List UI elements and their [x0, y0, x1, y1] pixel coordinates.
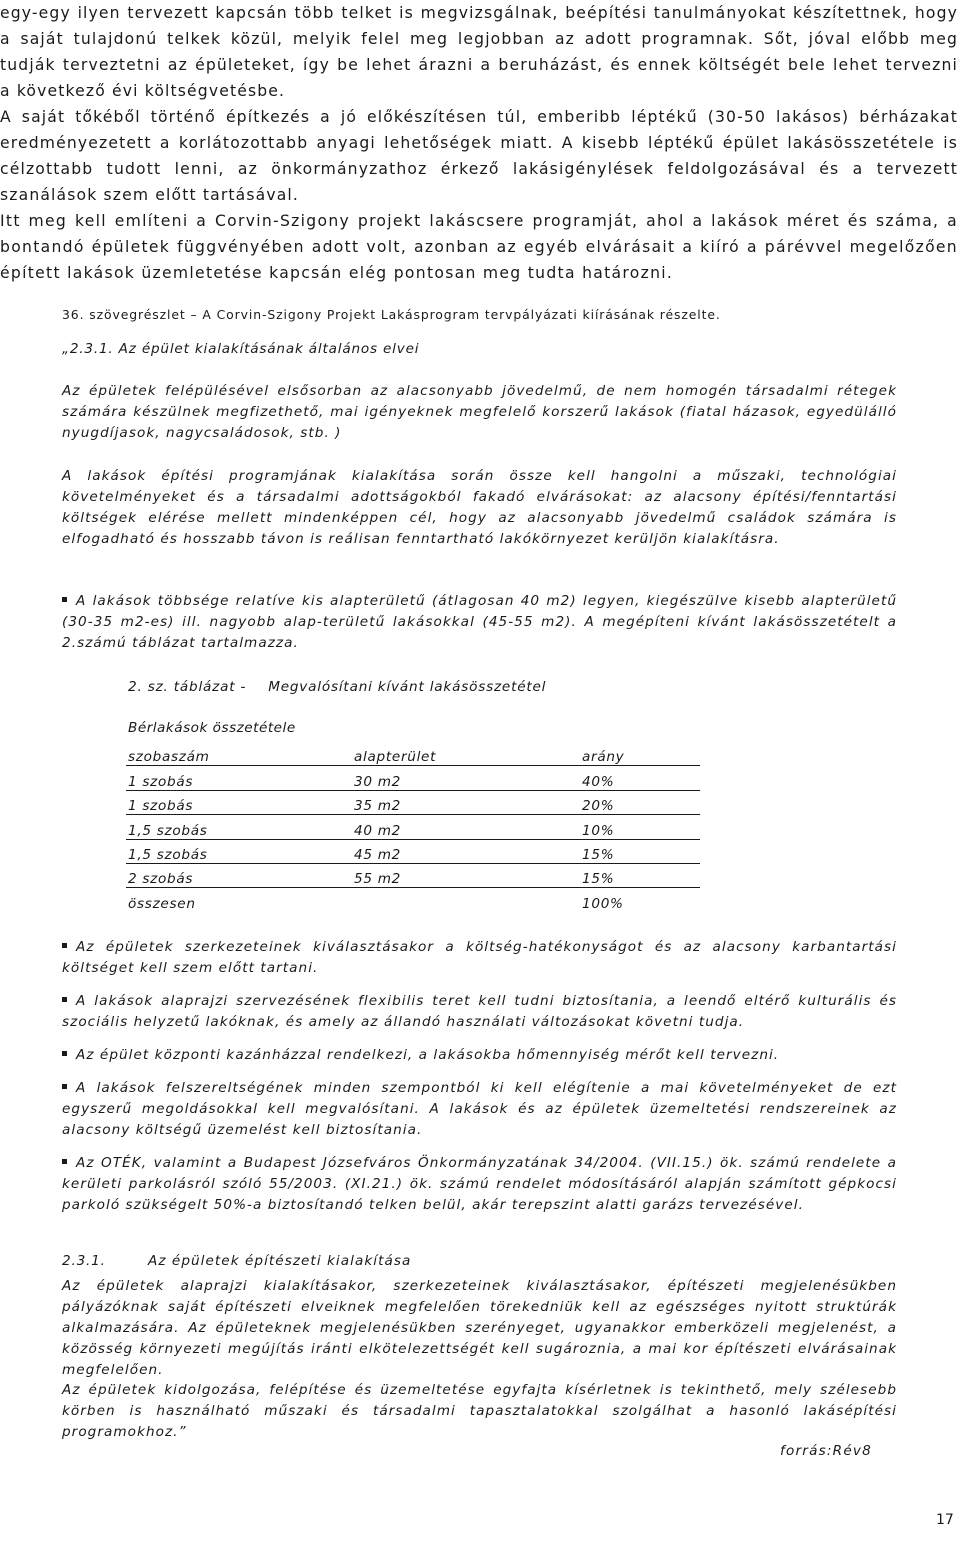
- table-cell: 20%: [580, 790, 700, 814]
- intro-text: [0, 0, 958, 286]
- table-total-row: [126, 888, 700, 912]
- table-cell: 1 szobás: [126, 790, 352, 814]
- table-row: [126, 839, 700, 863]
- header-cell: szobaszám: [126, 742, 352, 766]
- table-cell: [352, 888, 580, 912]
- bullet-item: [62, 1078, 897, 1141]
- source-note: forrás:Rév8: [780, 1443, 872, 1459]
- table-cell: 40 m2: [352, 815, 580, 839]
- page-number: 17: [936, 1512, 954, 1528]
- table-cell: 35 m2: [352, 790, 580, 814]
- bullet-text: A lakások alaprajzi szervezésének flexibilis teret kell tudni biztosítania, a leendő eltérő kulturális és szociális helyzetű lakóknak, és amely az állandó használati változásokat követni tudja.: [62, 993, 897, 1030]
- subsection-heading: [62, 1251, 897, 1272]
- table-row: [126, 815, 700, 839]
- table-caption-title: Megvalósítani kívánt lakásösszetétel: [268, 679, 547, 695]
- subsection-title: Az épületek építészeti kialakítása: [148, 1253, 412, 1269]
- table-header-row: [126, 742, 700, 766]
- table-cell: 2 szobás: [126, 863, 352, 887]
- header-cell: alapterület: [352, 742, 580, 766]
- quote-section-title: „2.3.1. Az épület kialakításának általános elvei: [62, 341, 420, 357]
- quote-paragraph: Az épületek alaprajzi kialakításakor, szerkezeteinek kiválasztásakor, építészeti megjelenésükben pályázóknak saját építészeti elveiknek megfelelően törekedniük kell az egészséges nyitott struktúrák alkalmazására. Az épületeknek megjelenésükben szerényeget, ugyanakkor emberközeli megjelenést, a közösség környezeti megújítás iránti elkötelezettségét kell sugároznia, a mai kor építészeti elvárásainak megfelelően.: [62, 1278, 897, 1378]
- intro-paragraph: Itt meg kell említeni a Corvin-Szigony projekt lakáscsere programját, ahol a lakások méret és száma, a bontandó épületek függvényében adott volt, azonban az egyéb elvárásait a kiíró a párévvel megelőzően épített lakások üzemletetése kapcsán elég pontosan meg tudta határozni.: [0, 212, 958, 282]
- table-cell: 40%: [580, 766, 700, 790]
- bullet-square-icon: [62, 943, 67, 948]
- bullet-square-icon: [62, 1051, 67, 1056]
- bullet-item: [62, 1045, 897, 1066]
- bullet-square-icon: [62, 1159, 67, 1164]
- bullet-item: [62, 991, 897, 1033]
- bullet-square-icon: [62, 1084, 67, 1089]
- bullet-text: A lakások felszereltségének minden szempontból ki kell elégítenie a mai követelményeket de ezt egyszerű megoldásokkal kell megvalósítani. A lakások és az épületek üzemeltetési rendszereinek az alacsony költségű üzemelést kell biztosítania.: [62, 1080, 897, 1138]
- bullet-text: A lakások többsége relatíve kis alapterületű (átlagosan 40 m2) legyen, kiegészülve kisebb alapterületű (30-35 m2-es) ill. nagyobb alap-területű lakásokkal (45-55 m2). A megépíteni kívánt lakásösszetételt a 2.számú táblázat tartalmazza.: [62, 593, 897, 651]
- quote-paragraph: Az épületek kidolgozása, felépítése és üzemeltetése egyfajta kísérletnek is tekinthető, mely szélesebb körben is használható műszaki és társadalmi tapasztalatokkal szolgálhat a hasonló lakásépítési programokhoz.”: [62, 1382, 897, 1440]
- quote-paragraph: Az épületek felépülésével elsősorban az alacsonyabb jövedelmű, de nem homogén társadalmi rétegek számára készülnek megfizethető, mai igényeknek megfelelő korszerű lakások (fiatal házasok, egyedülálló nyugdíjasok, nagycsaládosok, stb. ): [62, 383, 897, 441]
- table-caption: [128, 679, 546, 695]
- table-cell: 1,5 szobás: [126, 839, 352, 863]
- bullet-square-icon: [62, 997, 67, 1002]
- bullet-text: Az OTÉK, valamint a Budapest Józsefváros Önkormányzatának 34/2004. (VII.15.) ök. számú rendelete a kerületi parkolásról szóló 55/2003. (XI.21.) ök. számú rendelet módosításáról alapján számított gépkocsi parkoló szükségelt 50%-a biztosítandó telken belül, akár terepszint alatti garázs tervezésével.: [62, 1155, 897, 1213]
- table-row: [126, 766, 700, 790]
- table-cell: összesen: [128, 895, 196, 912]
- intro-paragraph: A saját tőkéből történő építkezés a jó előkészítésen túl, emberibb léptékű (30-50 lakásos) bérházakat eredményezetett a korlátozottabb anyagi lehetőségek miatt. A kisebb léptékű épület lakásösszetétele is célzottabb tudott lenni, az önkormányzathoz érkező lakásigénylések feldolgozásával és a tervezett szanálások szem előtt tartásával.: [0, 108, 958, 204]
- table-cell: 15%: [580, 863, 700, 887]
- bullet-text: Az épület központi kazánházzal rendelkezi, a lakásokba hőmennyiség mérőt kell tervezni.: [76, 1047, 780, 1063]
- table-row: [126, 790, 700, 814]
- table-caption-number: 2. sz. táblázat: [128, 679, 236, 695]
- table-cell: 55 m2: [352, 863, 580, 887]
- excerpt-caption: 36. szövegrészlet – A Corvin-Szigony Projekt Lakásprogram tervpályázati kiírásának részelte.: [62, 307, 721, 322]
- table-subtitle: Bérlakások összetétele: [128, 720, 296, 736]
- table-caption-dash: -: [240, 679, 247, 695]
- table-row: [126, 863, 700, 887]
- bullet-item: [62, 591, 897, 654]
- apartment-composition-table: [126, 742, 700, 912]
- quote-paragraph: A lakások építési programjának kialakítása során össze kell hangolni a műszaki, technológiai követelményeket és a társadalmi adottságokból fakadó elvárásokat: az alacsony építési/fenntartási költségek elérése mellett mindenképpen cél, hogy az alacsonyabb jövedelmű családok számára is elfogadható és hosszabb távon is reálisan fenntartható lakókörnyezet kerüljön kialakításra.: [62, 468, 897, 547]
- header-cell: arány: [580, 742, 700, 766]
- table-cell: 15%: [580, 839, 700, 863]
- bullet-text: Az épületek szerkezeteinek kiválasztásakor a költség-hatékonyságot és az alacsony karbantartási költséget kell szem előtt tartani.: [62, 939, 897, 976]
- table-cell: 30 m2: [352, 766, 580, 790]
- intro-paragraph: egy-egy ilyen tervezett kapcsán több telket is megvizsgálnak, beépítési tanulmányokat készítettnek, hogy a saját tulajdonú telkek közül, melyik felel meg legjobban az adott programnak. Sőt, jóval előbb meg tudják terveztetni az épületeket, így be lehet árazni a beruházást, és ennek költségét bele lehet tervezni a következő évi költségvetésbe.: [0, 4, 958, 100]
- table-cell: 100%: [582, 895, 624, 912]
- table-cell: 1,5 szobás: [126, 815, 352, 839]
- bullet-item: [62, 937, 897, 979]
- table-cell: 45 m2: [352, 839, 580, 863]
- subsection-number: 2.3.1.: [62, 1253, 106, 1269]
- bullet-square-icon: [62, 597, 67, 602]
- table-cell: 1 szobás: [126, 766, 352, 790]
- bullet-item: [62, 1153, 897, 1216]
- table-cell: 10%: [580, 815, 700, 839]
